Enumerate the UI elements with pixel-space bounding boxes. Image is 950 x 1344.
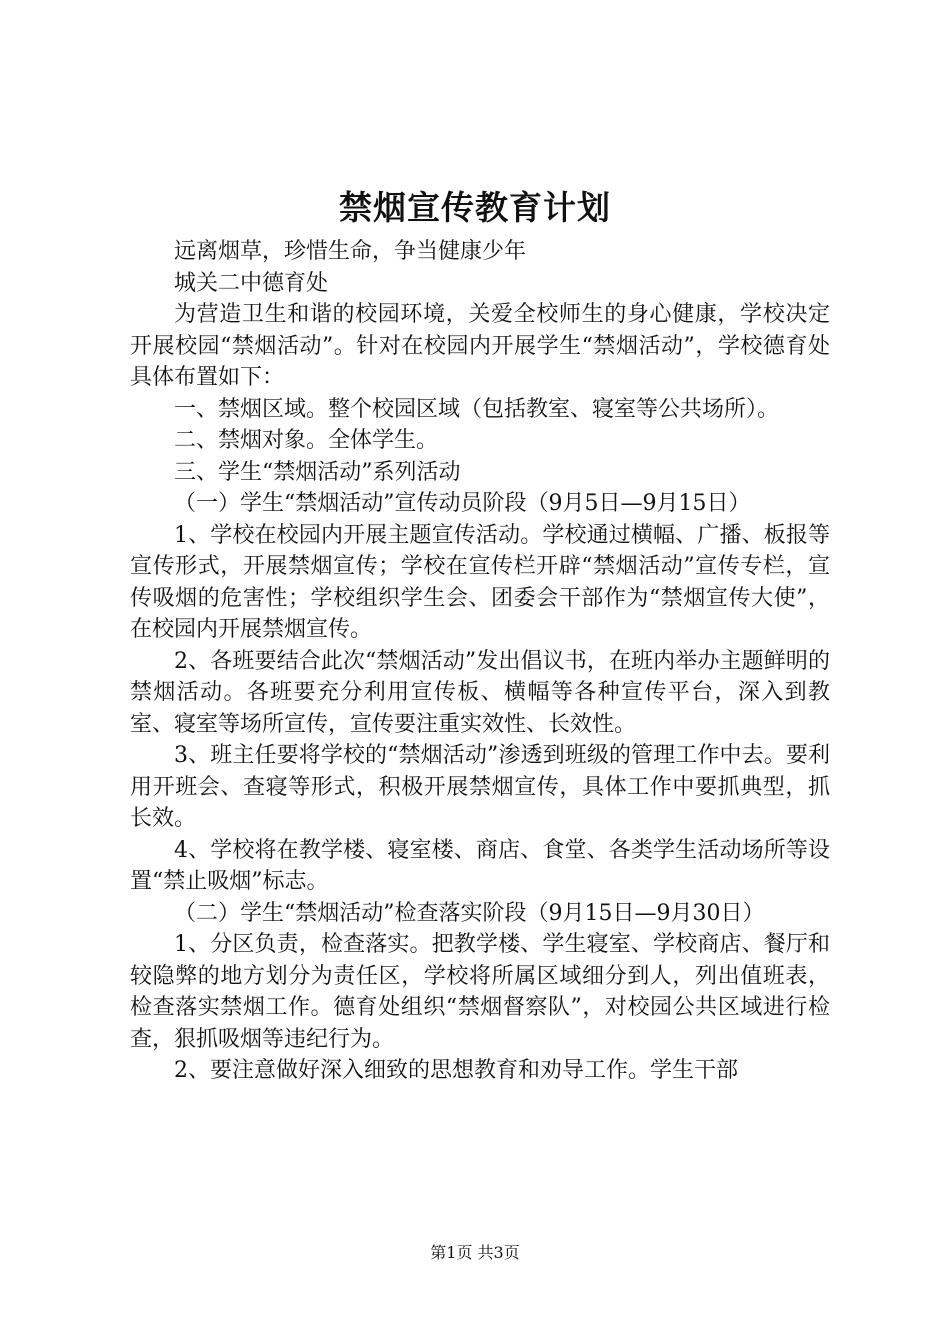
document-body xyxy=(130,236,830,1087)
paragraph-phase-1-item-4: 4、学校将在教学楼、寝室楼、商店、食堂、各类学生活动场所等设置“禁止吸烟”标志。 xyxy=(130,837,830,894)
paragraph-phase-1-item-2: 2、各班要结合此次“禁烟活动”发出倡议书，在班内举办主题鲜明的禁烟活动。各班要充分利用宣传板、横幅等各种宣传平台，深入到教室、寝室等场所宣传，宣传要注重实效性、长效性。 xyxy=(130,648,830,737)
paragraph-phase-2: （二）学生“禁烟活动”检查落实阶段（9月15日—9月30日） xyxy=(174,900,765,926)
paragraph-phase-1: （一）学生“禁烟活动”宣传动员阶段（9月5日—9月15日） xyxy=(174,491,751,516)
paragraph-section-3: 三、学生“禁烟活动”系列活动 xyxy=(174,459,461,485)
paragraph-author: 城关二中德育处 xyxy=(174,270,329,296)
document-title: 禁烟宣传教育计划 xyxy=(339,188,611,227)
paragraph-phase-1-item-3: 3、班主任要将学校的“禁烟活动”渗透到班级的管理工作中去。要利用开班会、查寝等形式，积极开展禁烟宣传，具体工作中要抓典型，抓长效。 xyxy=(130,743,830,831)
paragraph-phase-2-item-1: 1、分区负责，检查落实。把教学楼、学生寝室、学校商店、餐厅和较隐弊的地方划分为责任区，学校将所属区域细分到人，列出值班表，检查落实禁烟工作。德育处组织“禁烟督察队”，对校园公共区域进行检查，狠抓吸烟等违纪行为。 xyxy=(130,932,830,1052)
paragraph-section-1: 一、禁烟区域。整个校园区域（包括教室、寝室等公共场所）。 xyxy=(174,396,780,422)
paragraph-section-2: 二、禁烟对象。全体学生。 xyxy=(174,428,439,453)
paragraph-slogan: 远离烟草，珍惜生命，争当健康少年 xyxy=(174,239,527,264)
paragraph-intro: 为营造卫生和谐的校园环境，关爱全校师生的身心健康，学校决定开展校园“禁烟活动”。针对在校园内开展学生“禁烟活动”，学校德育处具体布置如下： xyxy=(130,302,830,390)
page-footer: 第1页 共3页 xyxy=(430,1243,520,1262)
paragraph-phase-1-item-1: 1、学校在校园内开展主题宣传活动。学校通过横幅、广播、板报等宣传形式，开展禁烟宣传；学校在宣传栏开辟“禁烟活动”宣传专栏，宣传吸烟的危害性；学校组织学生会、团委会干部作为“禁烟宣传大使”，在校园内开展禁烟宣传。 xyxy=(130,522,830,642)
paragraph-phase-2-item-2: 2、要注意做好深入细致的思想教育和劝导工作。学生干部 xyxy=(174,1058,738,1083)
